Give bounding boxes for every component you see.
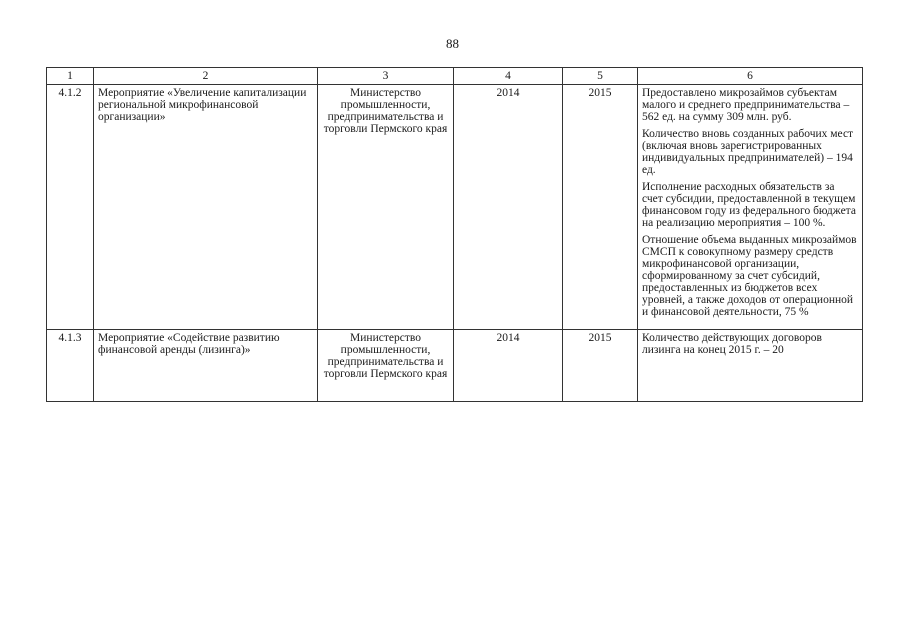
column-header: 4 [454, 68, 563, 85]
row-end-year: 2015 [563, 330, 638, 402]
row-results [638, 85, 863, 330]
row-start-year: 2014 [454, 330, 563, 402]
row-code: 4.1.2 [47, 85, 94, 330]
column-header: 1 [47, 68, 94, 85]
page-number: 88 [446, 36, 459, 51]
row-start-year: 2014 [454, 85, 563, 330]
result-item: Количество вновь созданных рабочих мест (включая вновь зарегистрированных индивидуальных предпринимателей) – 194 ед. [642, 128, 854, 176]
result-item: Исполнение расходных обязательств за счет субсидии, предоставленной в текущем финансовом году из федерального бюджета на реализацию мероприятия – 100 %. [642, 181, 856, 229]
row-activity: Мероприятие «Содействие развитию финансовой аренды (лизинга)» [94, 330, 318, 402]
result-item: Отношение объема выданных микрозаймов СМСП к совокупному размеру средств микрофинансовой организации, сформированному за счет субсидий, предоставленных из бюджетов всех уровней, а также доходов от операционной и финансовой деятельности, 75 % [642, 234, 857, 318]
table-row [47, 85, 863, 330]
row-executor: Министерство промышленности, предпринимательства и торговли Пермского края [318, 330, 454, 402]
row-executor: Министерство промышленности, предпринимательства и торговли Пермского края [318, 85, 454, 330]
table-row [47, 330, 863, 402]
row-activity: Мероприятие «Увеличение капитализации региональной микрофинансовой организации» [94, 85, 318, 330]
row-results [638, 330, 863, 402]
column-header: 3 [318, 68, 454, 85]
activities-table [46, 67, 863, 402]
row-code: 4.1.3 [47, 330, 94, 402]
column-header: 6 [638, 68, 863, 85]
result-item: Количество действующих договоров лизинга на конец 2015 г. – 20 [642, 332, 822, 356]
row-end-year: 2015 [563, 85, 638, 330]
result-item: Предоставлено микрозаймов субъектам малого и среднего предпринимательства – 562 ед. на сумму 309 млн. руб. [642, 87, 850, 123]
column-header: 5 [563, 68, 638, 85]
column-header: 2 [94, 68, 318, 85]
table-header-row [47, 68, 863, 85]
